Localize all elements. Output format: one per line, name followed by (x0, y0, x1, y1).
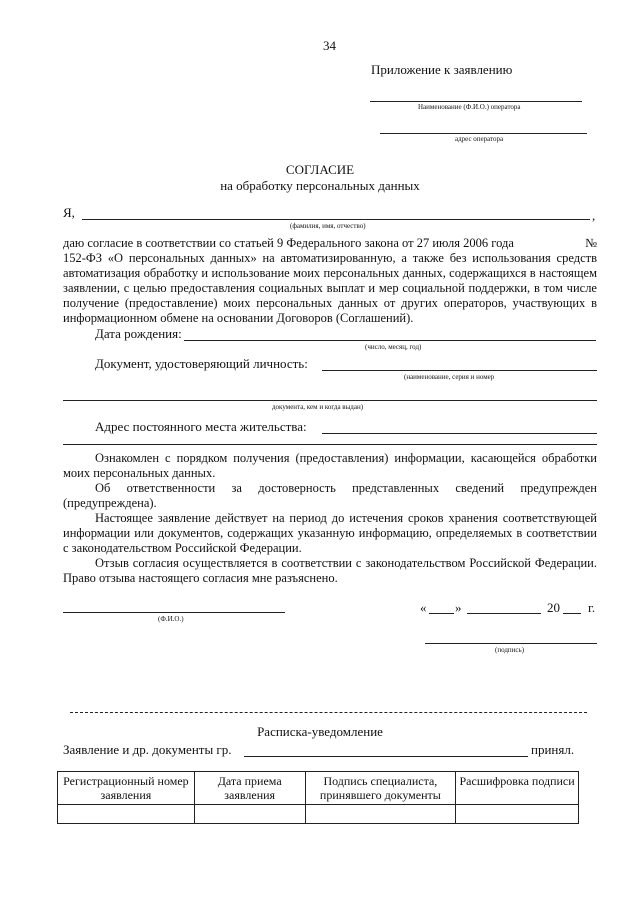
paragraph-validity: Настоящее заявление действует на период до истечения сроков хранения соответствующей информации или документов, содержащих указанную информацию, определяемых в соответствии с законодательством Российской Федерации. (63, 511, 597, 555)
cut-line (70, 712, 587, 713)
operator-address-caption: адрес оператора (455, 135, 504, 143)
comma: , (592, 208, 596, 223)
birth-date-line[interactable] (184, 340, 596, 341)
identity-document-label: Документ, удостоверяющий личность: (95, 356, 308, 371)
consent-body: 152-ФЗ «О персональных данных» на автоматизированную, а также без использования средств автоматизация обработку и использование моих персональных данных, содержащихся в настоящем заявлении, с целью предоставления социальных выплат и мер социальной поддержки, в том числе получение (предоставление) моих персональных данных от других операторов, участвующих в информационном обмене на основании Договоров (Соглашений). (63, 251, 597, 325)
receipt-line-label: Заявление и др. документы гр. (63, 742, 232, 757)
paragraph-withdrawal: Отзыв согласия осуществляется в соответствии с законодательством Российской Федерации. Право отзыва настоящего согласия мне разъяснено. (63, 556, 597, 585)
date-year-line[interactable] (563, 613, 581, 614)
date-close-quote: » (455, 600, 462, 615)
date-year-suffix: г. (588, 600, 596, 615)
identity-document-caption2: документа, кем и когда выдан) (272, 403, 364, 411)
identity-document-line2[interactable] (63, 400, 597, 401)
date-month-line[interactable] (467, 613, 541, 614)
consent-paragraph (63, 236, 597, 326)
document-subtitle: на обработку персональных данных (220, 178, 420, 193)
address-line2[interactable] (63, 444, 597, 445)
date-year-prefix: 20 (547, 600, 560, 615)
paragraph-acquainted: Ознакомлен с порядком получения (предоставления) информации, касающейся обработки моих персональных данных. (63, 451, 597, 480)
identity-document-caption1: (наименование, серия и номер (404, 373, 495, 381)
date-open-quote: « (420, 600, 427, 615)
address-line[interactable] (322, 433, 597, 434)
cell-receipt-date[interactable] (194, 805, 305, 824)
cell-specialist-signature[interactable] (305, 805, 456, 824)
receipt-title: Расписка-уведомление (257, 724, 383, 739)
header-receipt-date: Дата приема заявления (194, 772, 305, 805)
fio-caption: (Ф.И.О.) (158, 615, 184, 623)
operator-name-line[interactable] (370, 101, 582, 102)
signature-line[interactable] (425, 643, 597, 644)
receipt-table-header (58, 772, 579, 805)
cell-signature-decoding[interactable] (456, 805, 579, 824)
birth-date-label: Дата рождения: (95, 326, 182, 341)
cell-registration-number[interactable] (58, 805, 195, 824)
paragraph-responsibility: Об ответственности за достоверность представленных сведений предупрежден (предупреждена). (63, 481, 597, 510)
identity-document-line[interactable] (322, 370, 597, 371)
fio-signature-line[interactable] (63, 612, 285, 613)
page-number: 34 (323, 38, 336, 53)
address-label: Адрес постоянного места жительства: (95, 419, 307, 434)
consent-number-sign: № (585, 236, 597, 250)
header-registration-number: Регистрационный номер заявления (58, 772, 195, 805)
notice-paragraphs (63, 451, 597, 586)
receipt-table-row (58, 805, 579, 824)
document-title: СОГЛАСИЕ (285, 162, 355, 177)
name-caption: (фамилия, имя, отчество) (290, 222, 366, 230)
receipt-table (57, 771, 579, 824)
birth-date-caption: (число, месяц, год) (365, 343, 422, 351)
signature-caption: (подпись) (495, 646, 525, 654)
full-name-line[interactable] (82, 219, 590, 220)
i-label: Я, (63, 205, 75, 220)
date-day-line[interactable] (429, 613, 454, 614)
appendix-title: Приложение к заявлению (371, 62, 513, 77)
consent-line1: даю согласие в соответствии со статьей 9 Федерального закона от 27 июля 2006 года (63, 236, 514, 250)
receipt-name-line[interactable] (244, 756, 528, 757)
operator-address-line[interactable] (380, 133, 587, 134)
header-signature-decoding: Расшифровка подписи (456, 772, 579, 805)
receipt-accepted: принял. (531, 742, 575, 757)
header-specialist-signature: Подпись специалиста, принявшего документы (305, 772, 456, 805)
operator-caption: Наименование (Ф.И.О.) оператора (418, 103, 521, 111)
